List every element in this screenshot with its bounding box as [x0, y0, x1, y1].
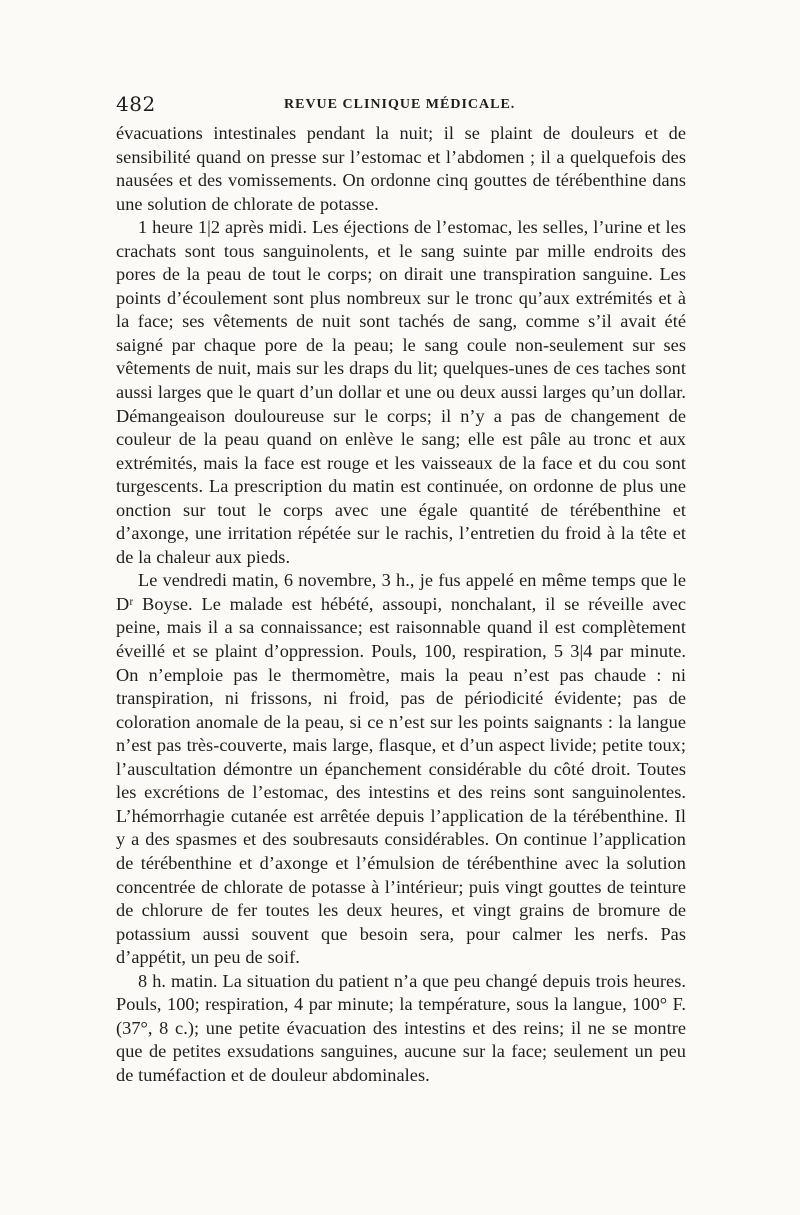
body-paragraph-continuation: évacuations intestinales pendant la nuit; il se plaint de douleurs et de sensibilité quand on presse sur l’estomac et l’abdomen ; il a quelquefois des nausées et des vomissements. On ordonne cinq gouttes de térébenthine dans une solution de chlorate de potasse.	[116, 123, 686, 214]
document-page	[116, 92, 686, 1087]
page-header	[116, 92, 686, 116]
page-number: 482	[116, 92, 156, 116]
body-paragraph-afternoon: 1 heure 1|2 après midi. Les éjections de l’estomac, les selles, l’urine et les crachats sont tous sanguinolents, et le sang suinte par mille endroits des pores de la peau de tout le corps; on dirait une transpiration sanguine. Les points d’écoulement sont plus nombreux sur le tronc qu’aux extrémités et à la face; ses vêtements de nuit sont tachés de sang, comme s’il avait été saigné par chaque pore de la peau; le sang coule non-seulement sur ses vêtements de nuit, mais sur les draps du lit; quelques-unes de ces taches sont aussi larges que le quart d’un dollar et une ou deux aussi larges qu’un dollar. Démangeaison douloureuse sur le corps; il n’y a pas de changement de couleur de la peau quand on enlève le sang; elle est pâle au tronc et aux extrémités, mais la face est rouge et les vaisseaux de la face et du cou sont turgescents. La prescription du matin est continuée, on ordonne de plus une onction sur tout le corps avec une égale quantité de térébenthine et d’axonge, une irritation répétée sur le rachis, l’entretien du froid à la tête et de la chaleur aux pieds.	[116, 217, 686, 567]
body-paragraph-friday-morning: Le vendredi matin, 6 novembre, 3 h., je fus appelé en même temps que le Dʳ Boyse. Le malade est hébété, assoupi, nonchalant, il se réveille avec peine, mais il a sa connaissance; est raisonnable quand il est complètement éveillé et se plaint d’oppression. Pouls, 100, respiration, 5 3|4 par minute. On n’emploie pas le thermomètre, mais la peau n’est pas chaude : ni transpiration, ni frissons, ni froid, pas de périodicité évidente; pas de coloration anomale de la peau, si ce n’est sur les points saignants : la langue n’est pas très-couverte, mais large, flasque, et d’un aspect livide; petite toux; l’auscultation démontre un épanchement considérable du côté droit. Toutes les excrétions de l’estomac, des intestins et des reins sont sanguinolentes. L’hémorrhagie cutanée est arrêtée depuis l’application de la térébenthine. Il y a des spasmes et des soubresauts considérables. On continue l’application de térébenthine et d’axonge et l’émulsion de térébenthine avec la solution concentrée de chlorate de potasse à l’intérieur; puis vingt gouttes de teinture de chlorure de fer toutes les deux heures, et vingt grains de bromure de potassium aussi souvent que besoin sera, pour calmer les nerfs. Pas d’appétit, un peu de soif.	[116, 570, 686, 968]
body-paragraph-eight-am: 8 h. matin. La situation du patient n’a que peu changé depuis trois heures. Pouls, 100; respiration, 4 par minute; la température, sous la langue, 100° F. (37°, 8 c.); une petite évacuation des intestins et des reins; il ne se montre que de petites exsudations sanguines, aucune sur la face; seulement un peu de tuméfaction et de douleur abdominales.	[116, 970, 686, 1085]
running-title: REVUE CLINIQUE MÉDICALE.	[284, 97, 516, 112]
